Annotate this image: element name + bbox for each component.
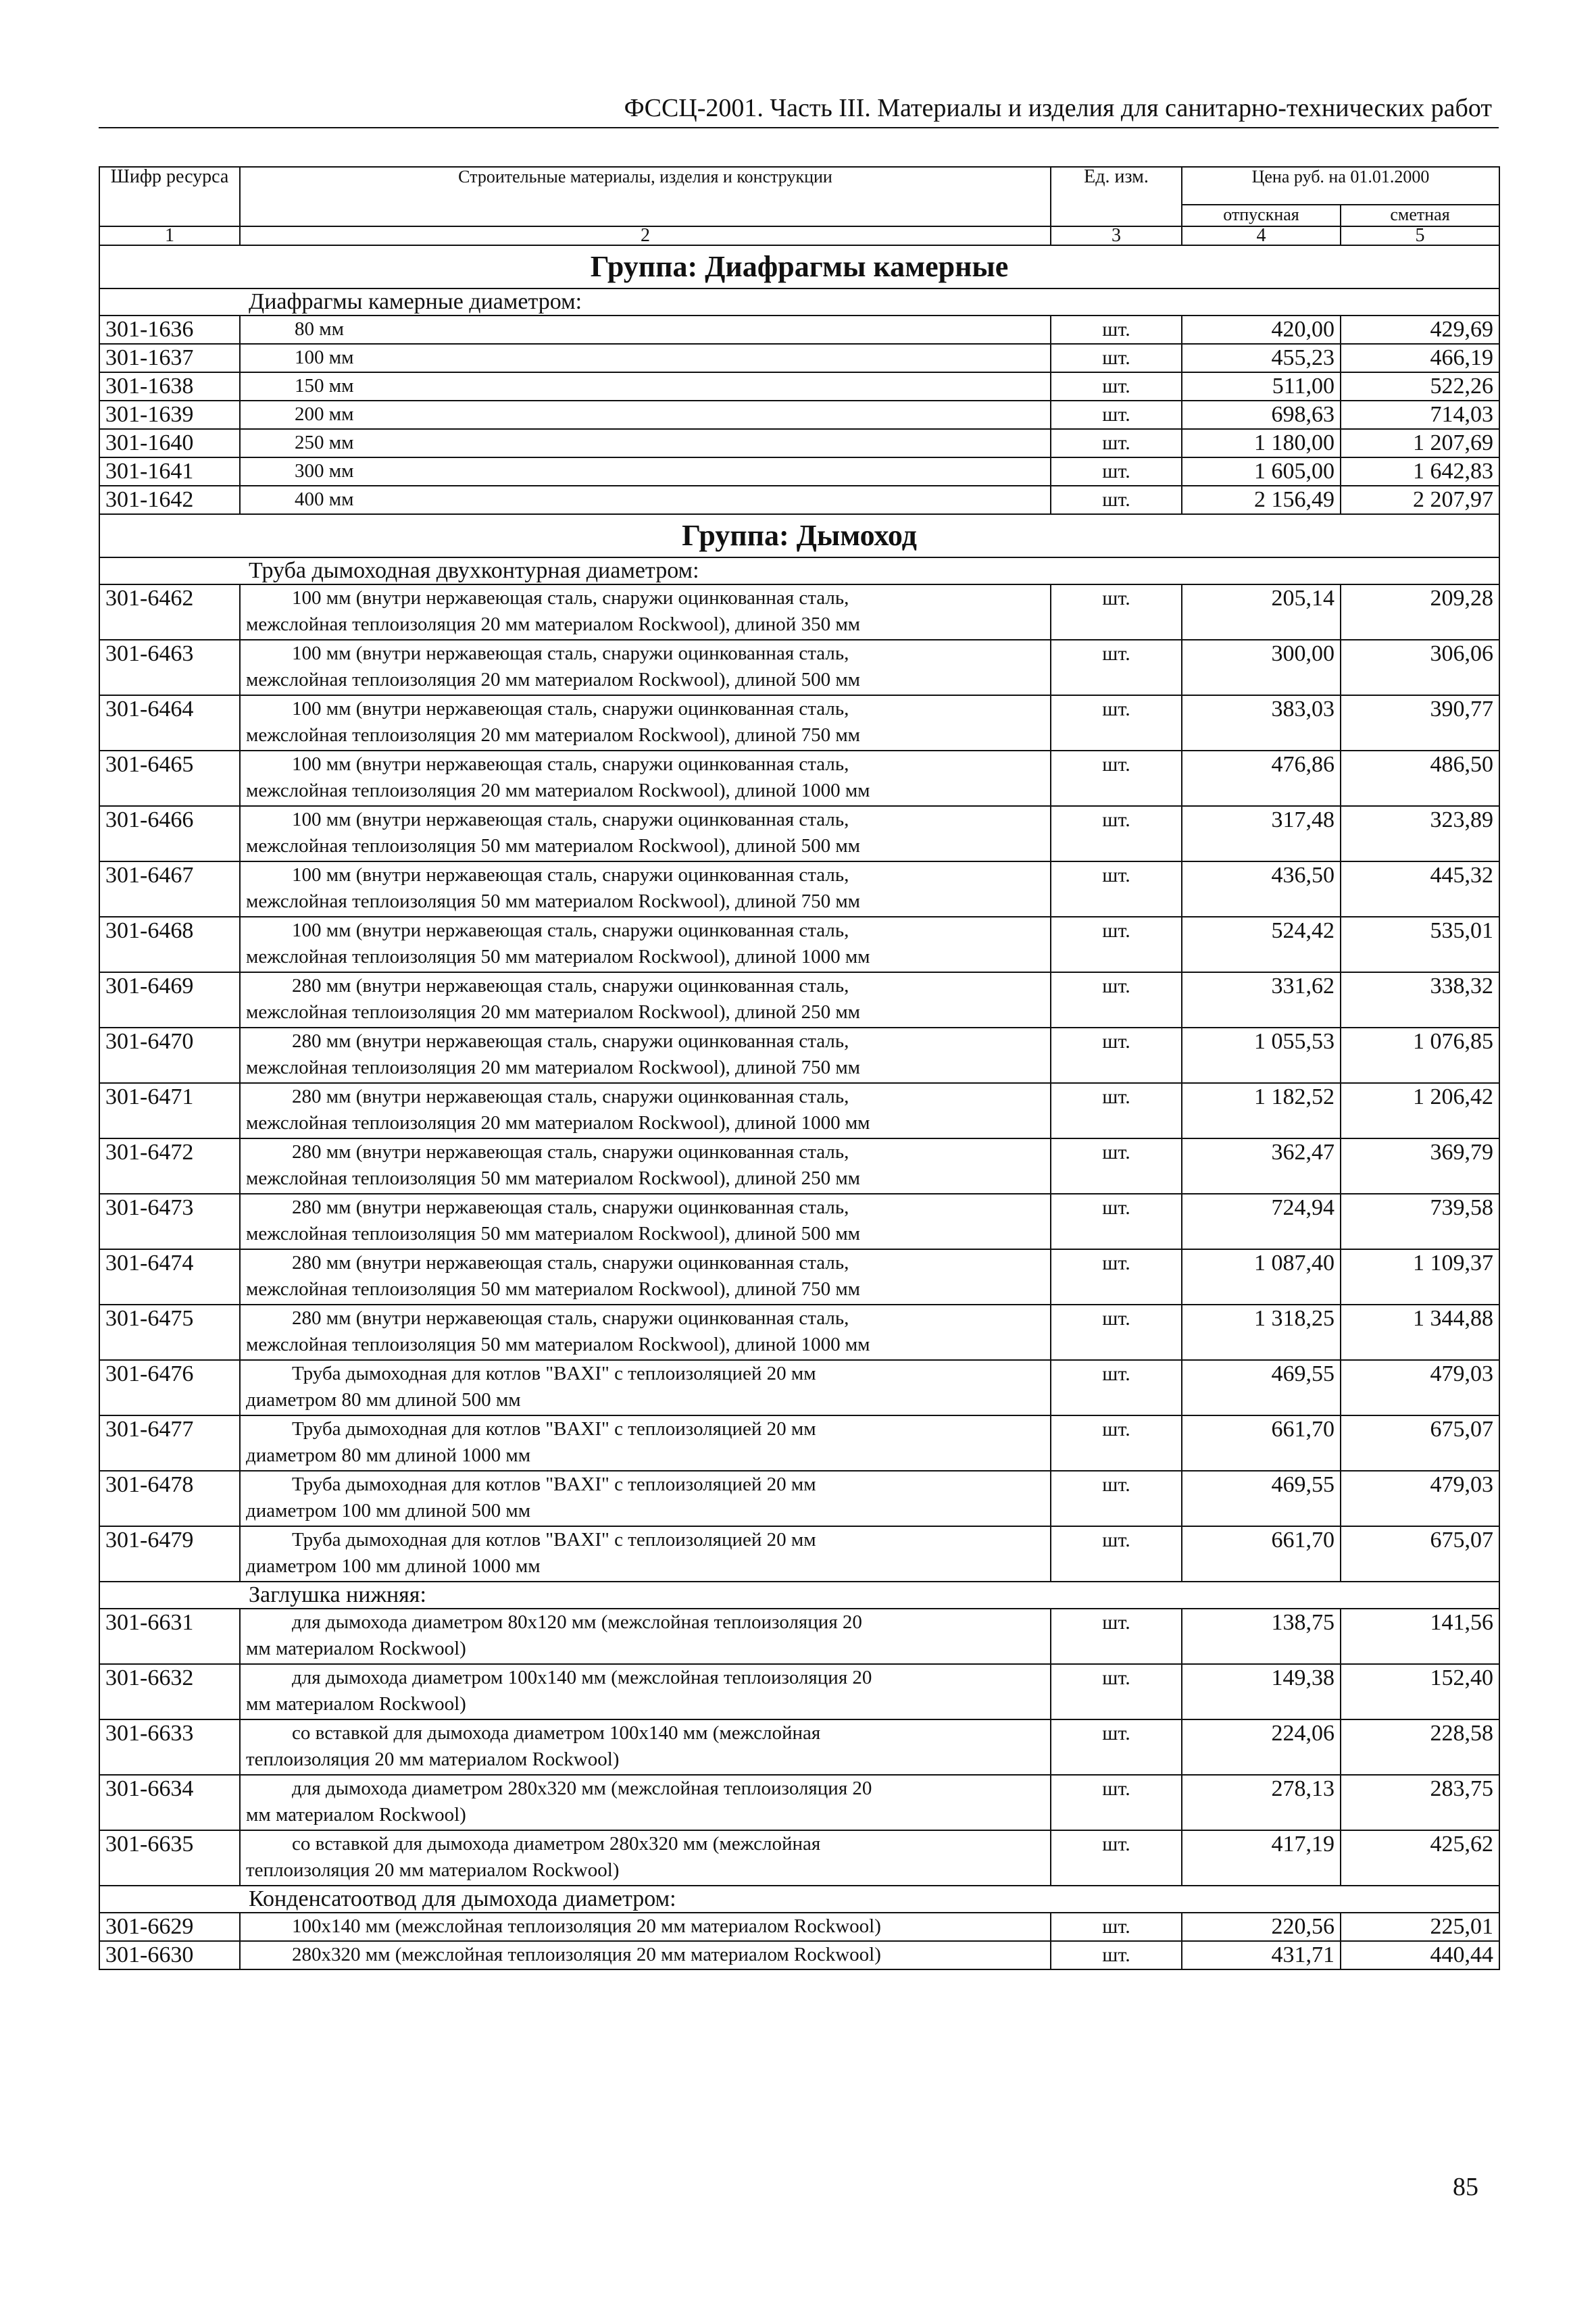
material-name-line1: 280 мм (внутри нержавеющая сталь, снаружи оцинкованная сталь, xyxy=(292,1197,849,1218)
material-name-line1: 100 мм (внутри нержавеющая сталь, снаружи оцинкованная сталь, xyxy=(292,920,849,941)
table-row xyxy=(99,695,1499,751)
retail-price: 383,03 xyxy=(1182,695,1341,751)
table-row xyxy=(99,1526,1499,1582)
estimate-price: 1 109,37 xyxy=(1341,1249,1499,1305)
document-title: ФССЦ-2001. Часть III. Материалы и изделия для санитарно-технических работ xyxy=(624,94,1492,122)
material-name-line1: для дымохода диаметром 80х120 мм (межслойная теплоизоляция 20 xyxy=(292,1611,862,1633)
material-name-line1: Труба дымоходная для котлов "BAXI" с теплоизоляцией 20 мм xyxy=(292,1529,816,1551)
estimate-price: 283,75 xyxy=(1341,1775,1499,1830)
retail-price: 417,19 xyxy=(1182,1830,1341,1886)
material-name xyxy=(240,861,1051,917)
table-row xyxy=(99,1194,1499,1249)
resource-code: 301-6632 xyxy=(99,1664,240,1719)
table-row xyxy=(99,1941,1499,1969)
material-name-line2: теплоизоляция 20 мм материалом Rockwool) xyxy=(246,1749,620,1770)
material-name-line2: межслойная теплоизоляция 20 мм материалом Rockwool), длиной 250 мм xyxy=(246,1001,861,1023)
unit-cell: шт. xyxy=(1051,1526,1182,1582)
resource-code: 301-6467 xyxy=(99,861,240,917)
resource-code: 301-6471 xyxy=(99,1083,240,1138)
material-name-line1: 100 мм (внутри нержавеющая сталь, снаружи оцинкованная сталь, xyxy=(292,698,849,720)
material-name xyxy=(240,1941,1051,1969)
material-name xyxy=(240,751,1051,806)
col-index: 4 xyxy=(1182,226,1341,245)
unit-cell: шт. xyxy=(1051,861,1182,917)
unit-cell: шт. xyxy=(1051,1609,1182,1664)
subsection-row xyxy=(99,557,1499,584)
table-row xyxy=(99,344,1499,372)
unit-cell: шт. xyxy=(1051,806,1182,861)
material-name xyxy=(240,316,1051,344)
table-row xyxy=(99,1471,1499,1526)
retail-price: 511,00 xyxy=(1182,372,1341,401)
unit-cell: шт. xyxy=(1051,1415,1182,1471)
table-row xyxy=(99,917,1499,972)
material-name-line1: 100 мм (внутри нержавеющая сталь, снаружи оцинкованная сталь, xyxy=(292,809,849,830)
unit-cell: шт. xyxy=(1051,1471,1182,1526)
material-name xyxy=(240,1913,1051,1941)
unit-cell: шт. xyxy=(1051,1194,1182,1249)
material-name-line2: мм материалом Rockwool) xyxy=(246,1804,466,1826)
table-row xyxy=(99,401,1499,429)
resource-code: 301-1641 xyxy=(99,457,240,486)
resource-code: 301-6468 xyxy=(99,917,240,972)
material-name-text: 200 мм xyxy=(295,403,354,425)
material-name-line1: 100 мм (внутри нержавеющая сталь, снаружи оцинкованная сталь, xyxy=(292,864,849,886)
retail-price: 138,75 xyxy=(1182,1609,1341,1664)
material-name xyxy=(240,972,1051,1028)
material-name-line2: межслойная теплоизоляция 20 мм материалом Rockwool), длиной 750 мм xyxy=(246,1057,861,1078)
material-name xyxy=(240,1028,1051,1083)
subsection-title: Диафрагмы камерные диаметром: xyxy=(99,288,1499,316)
unit-cell: шт. xyxy=(1051,1830,1182,1886)
resource-code: 301-6464 xyxy=(99,695,240,751)
material-name xyxy=(240,1194,1051,1249)
material-name-line2: диаметром 100 мм длиной 500 мм xyxy=(246,1500,531,1521)
material-name-line1: 280 мм (внутри нержавеющая сталь, снаружи оцинкованная сталь, xyxy=(292,1030,849,1052)
estimate-price: 675,07 xyxy=(1341,1526,1499,1582)
retail-price: 698,63 xyxy=(1182,401,1341,429)
material-name xyxy=(240,1138,1051,1194)
retail-price: 455,23 xyxy=(1182,344,1341,372)
retail-price: 149,38 xyxy=(1182,1664,1341,1719)
retail-price: 224,06 xyxy=(1182,1719,1341,1775)
material-name-line1: Труба дымоходная для котлов "BAXI" с теплоизоляцией 20 мм xyxy=(292,1363,816,1384)
unit-cell: шт. xyxy=(1051,316,1182,344)
estimate-price: 714,03 xyxy=(1341,401,1499,429)
material-name xyxy=(240,1775,1051,1830)
estimate-price: 2 207,97 xyxy=(1341,486,1499,514)
table-row xyxy=(99,1830,1499,1886)
estimate-price: 306,06 xyxy=(1341,640,1499,695)
price-table xyxy=(99,166,1500,1970)
resource-code: 301-1637 xyxy=(99,344,240,372)
estimate-price: 228,58 xyxy=(1341,1719,1499,1775)
header-rule xyxy=(99,127,1499,128)
unit-cell: шт. xyxy=(1051,1249,1182,1305)
material-name-line1: для дымохода диаметром 280х320 мм (межслойная теплоизоляция 20 xyxy=(292,1778,872,1799)
material-name xyxy=(240,1249,1051,1305)
estimate-price: 152,40 xyxy=(1341,1664,1499,1719)
estimate-price: 338,32 xyxy=(1341,972,1499,1028)
col-header-retail: отпускная xyxy=(1182,205,1341,226)
material-name xyxy=(240,806,1051,861)
table-row xyxy=(99,861,1499,917)
subsection-row xyxy=(99,1886,1499,1913)
resource-code: 301-6466 xyxy=(99,806,240,861)
header-row xyxy=(99,167,1499,205)
estimate-price: 429,69 xyxy=(1341,316,1499,344)
table-row xyxy=(99,1609,1499,1664)
unit-cell: шт. xyxy=(1051,1775,1182,1830)
material-name xyxy=(240,640,1051,695)
unit-cell: шт. xyxy=(1051,1305,1182,1360)
group-heading: Группа: Дымоход xyxy=(99,514,1499,557)
retail-price: 278,13 xyxy=(1182,1775,1341,1830)
col-header-estimate: сметная xyxy=(1341,205,1499,226)
material-name-line1: 280 мм (внутри нержавеющая сталь, снаружи оцинкованная сталь, xyxy=(292,1307,849,1329)
table-row xyxy=(99,1664,1499,1719)
resource-code: 301-6478 xyxy=(99,1471,240,1526)
table-row xyxy=(99,806,1499,861)
unit-cell: шт. xyxy=(1051,751,1182,806)
table-row xyxy=(99,1249,1499,1305)
retail-price: 1 605,00 xyxy=(1182,457,1341,486)
retail-price: 436,50 xyxy=(1182,861,1341,917)
col-index: 1 xyxy=(99,226,240,245)
resource-code: 301-6633 xyxy=(99,1719,240,1775)
retail-price: 420,00 xyxy=(1182,316,1341,344)
resource-code: 301-1638 xyxy=(99,372,240,401)
material-name-line1: 100 мм (внутри нержавеющая сталь, снаружи оцинкованная сталь, xyxy=(292,643,849,664)
page-header xyxy=(99,93,1499,128)
unit-cell: шт. xyxy=(1051,1028,1182,1083)
table-row xyxy=(99,1415,1499,1471)
material-name-line2: мм материалом Rockwool) xyxy=(246,1693,466,1715)
unit-cell: шт. xyxy=(1051,1138,1182,1194)
table-row xyxy=(99,1305,1499,1360)
resource-code: 301-6629 xyxy=(99,1913,240,1941)
material-name-text: 150 мм xyxy=(295,375,354,397)
estimate-price: 440,44 xyxy=(1341,1941,1499,1969)
material-name xyxy=(240,584,1051,640)
material-name-text: 80 мм xyxy=(295,318,344,340)
retail-price: 724,94 xyxy=(1182,1194,1341,1249)
resource-code: 301-1636 xyxy=(99,316,240,344)
resource-code: 301-1639 xyxy=(99,401,240,429)
unit-cell: шт. xyxy=(1051,429,1182,457)
retail-price: 1 182,52 xyxy=(1182,1083,1341,1138)
material-name-line2: диаметром 80 мм длиной 1000 мм xyxy=(246,1444,531,1466)
unit-cell: шт. xyxy=(1051,457,1182,486)
unit-cell: шт. xyxy=(1051,1719,1182,1775)
material-name xyxy=(240,486,1051,514)
col-index: 2 xyxy=(240,226,1051,245)
unit-cell: шт. xyxy=(1051,401,1182,429)
table-row xyxy=(99,1138,1499,1194)
unit-cell: шт. xyxy=(1051,486,1182,514)
col-index: 5 xyxy=(1341,226,1499,245)
table-row xyxy=(99,457,1499,486)
material-name-text: 400 мм xyxy=(295,488,354,510)
col-header-unit: Ед. изм. xyxy=(1051,167,1182,226)
subsection-title: Конденсатоотвод для дымохода диаметром: xyxy=(99,1886,1499,1913)
resource-code: 301-6635 xyxy=(99,1830,240,1886)
retail-price: 1 087,40 xyxy=(1182,1249,1341,1305)
estimate-price: 445,32 xyxy=(1341,861,1499,917)
material-name xyxy=(240,1526,1051,1582)
resource-code: 301-6473 xyxy=(99,1194,240,1249)
unit-cell: шт. xyxy=(1051,917,1182,972)
material-name-line1: Труба дымоходная для котлов "BAXI" с теплоизоляцией 20 мм xyxy=(292,1474,816,1495)
subsection-row xyxy=(99,1582,1499,1609)
material-name-line1: 280 мм (внутри нержавеющая сталь, снаружи оцинкованная сталь, xyxy=(292,1141,849,1163)
group-heading-row xyxy=(99,514,1499,557)
material-name xyxy=(240,1083,1051,1138)
unit-cell: шт. xyxy=(1051,972,1182,1028)
material-name-line2: межслойная теплоизоляция 20 мм материалом Rockwool), длиной 1000 мм xyxy=(246,780,870,801)
material-name-line2: межслойная теплоизоляция 50 мм материалом Rockwool), длиной 250 мм xyxy=(246,1167,861,1189)
estimate-price: 535,01 xyxy=(1341,917,1499,972)
estimate-price: 522,26 xyxy=(1341,372,1499,401)
material-name xyxy=(240,1719,1051,1775)
table-row xyxy=(99,640,1499,695)
resource-code: 301-6470 xyxy=(99,1028,240,1083)
table-row xyxy=(99,584,1499,640)
resource-code: 301-6465 xyxy=(99,751,240,806)
material-name-line1: 280 мм (внутри нержавеющая сталь, снаружи оцинкованная сталь, xyxy=(292,1252,849,1274)
estimate-price: 323,89 xyxy=(1341,806,1499,861)
material-name-line1: со вставкой для дымохода диаметром 280х320 мм (межслойная xyxy=(292,1833,821,1855)
material-name-line1: 280 мм (внутри нержавеющая сталь, снаружи оцинкованная сталь, xyxy=(292,1086,849,1107)
unit-cell: шт. xyxy=(1051,372,1182,401)
unit-cell: шт. xyxy=(1051,1913,1182,1941)
estimate-price: 225,01 xyxy=(1341,1913,1499,1941)
material-name-text: 100х140 мм (межслойная теплоизоляция 20 мм материалом Rockwool) xyxy=(292,1915,881,1937)
table-row xyxy=(99,486,1499,514)
retail-price: 661,70 xyxy=(1182,1526,1341,1582)
unit-cell: шт. xyxy=(1051,344,1182,372)
material-name-line1: для дымохода диаметром 100х140 мм (межслойная теплоизоляция 20 xyxy=(292,1667,872,1688)
unit-cell: шт. xyxy=(1051,1083,1182,1138)
resource-code: 301-6630 xyxy=(99,1941,240,1969)
material-name-line2: межслойная теплоизоляция 50 мм материалом Rockwool), длиной 750 мм xyxy=(246,890,861,912)
estimate-price: 466,19 xyxy=(1341,344,1499,372)
material-name-line2: диаметром 100 мм длиной 1000 мм xyxy=(246,1555,541,1577)
resource-code: 301-6463 xyxy=(99,640,240,695)
subsection-title: Труба дымоходная двухконтурная диаметром: xyxy=(99,557,1499,584)
unit-cell: шт. xyxy=(1051,1360,1182,1415)
material-name xyxy=(240,1415,1051,1471)
table-row xyxy=(99,1719,1499,1775)
unit-cell: шт. xyxy=(1051,640,1182,695)
material-name-line2: межслойная теплоизоляция 50 мм материалом Rockwool), длиной 750 мм xyxy=(246,1278,861,1300)
table-row xyxy=(99,1913,1499,1941)
estimate-price: 1 207,69 xyxy=(1341,429,1499,457)
material-name xyxy=(240,1471,1051,1526)
col-header-code: Шифр ресурса xyxy=(99,167,240,226)
estimate-price: 425,62 xyxy=(1341,1830,1499,1886)
subsection-row xyxy=(99,288,1499,316)
resource-code: 301-6462 xyxy=(99,584,240,640)
resource-code: 301-6477 xyxy=(99,1415,240,1471)
retail-price: 205,14 xyxy=(1182,584,1341,640)
material-name-line2: межслойная теплоизоляция 50 мм материалом Rockwool), длиной 500 мм xyxy=(246,1223,861,1244)
retail-price: 469,55 xyxy=(1182,1360,1341,1415)
material-name-text: 100 мм xyxy=(295,347,354,368)
estimate-price: 141,56 xyxy=(1341,1609,1499,1664)
table-row xyxy=(99,972,1499,1028)
estimate-price: 1 642,83 xyxy=(1341,457,1499,486)
resource-code: 301-6476 xyxy=(99,1360,240,1415)
material-name-line2: межслойная теплоизоляция 50 мм материалом Rockwool), длиной 1000 мм xyxy=(246,1334,870,1355)
material-name-line2: межслойная теплоизоляция 20 мм материалом Rockwool), длиной 500 мм xyxy=(246,669,861,690)
retail-price: 300,00 xyxy=(1182,640,1341,695)
resource-code: 301-6634 xyxy=(99,1775,240,1830)
table-row xyxy=(99,1083,1499,1138)
material-name-line2: межслойная теплоизоляция 20 мм материалом Rockwool), длиной 350 мм xyxy=(246,613,861,635)
material-name-text: 250 мм xyxy=(295,432,354,453)
group-heading: Группа: Диафрагмы камерные xyxy=(99,245,1499,288)
retail-price: 317,48 xyxy=(1182,806,1341,861)
unit-cell: шт. xyxy=(1051,1941,1182,1969)
material-name xyxy=(240,1830,1051,1886)
table-row xyxy=(99,316,1499,344)
column-index-row xyxy=(99,226,1499,245)
retail-price: 476,86 xyxy=(1182,751,1341,806)
retail-price: 469,55 xyxy=(1182,1471,1341,1526)
material-name-line1: 100 мм (внутри нержавеющая сталь, снаружи оцинкованная сталь, xyxy=(292,753,849,775)
page-number: 85 xyxy=(1453,2173,1478,2201)
resource-code: 301-6472 xyxy=(99,1138,240,1194)
group-heading-row xyxy=(99,245,1499,288)
material-name xyxy=(240,429,1051,457)
material-name xyxy=(240,1360,1051,1415)
estimate-price: 675,07 xyxy=(1341,1415,1499,1471)
col-index: 3 xyxy=(1051,226,1182,245)
material-name-line2: теплоизоляция 20 мм материалом Rockwool) xyxy=(246,1859,620,1881)
resource-code: 301-1642 xyxy=(99,486,240,514)
material-name-line1: 280 мм (внутри нержавеющая сталь, снаружи оцинкованная сталь, xyxy=(292,975,849,997)
resource-code: 301-6475 xyxy=(99,1305,240,1360)
material-name xyxy=(240,1664,1051,1719)
material-name xyxy=(240,917,1051,972)
material-name xyxy=(240,344,1051,372)
estimate-price: 1 076,85 xyxy=(1341,1028,1499,1083)
material-name-line2: диаметром 80 мм длиной 500 мм xyxy=(246,1389,521,1411)
resource-code: 301-6479 xyxy=(99,1526,240,1582)
resource-code: 301-1640 xyxy=(99,429,240,457)
table-row xyxy=(99,751,1499,806)
table-row xyxy=(99,429,1499,457)
estimate-price: 486,50 xyxy=(1341,751,1499,806)
table-row xyxy=(99,372,1499,401)
subsection-title: Заглушка нижняя: xyxy=(99,1582,1499,1609)
material-name-line2: межслойная теплоизоляция 50 мм материалом Rockwool), длиной 1000 мм xyxy=(246,946,870,967)
col-header-name: Строительные материалы, изделия и конструкции xyxy=(240,167,1051,226)
material-name xyxy=(240,1609,1051,1664)
table-row xyxy=(99,1360,1499,1415)
retail-price: 431,71 xyxy=(1182,1941,1341,1969)
material-name-line2: мм материалом Rockwool) xyxy=(246,1638,466,1659)
estimate-price: 1 206,42 xyxy=(1341,1083,1499,1138)
unit-cell: шт. xyxy=(1051,1664,1182,1719)
unit-cell: шт. xyxy=(1051,584,1182,640)
estimate-price: 369,79 xyxy=(1341,1138,1499,1194)
estimate-price: 479,03 xyxy=(1341,1471,1499,1526)
material-name-text: 280х320 мм (межслойная теплоизоляция 20 мм материалом Rockwool) xyxy=(292,1944,881,1965)
retail-price: 1 318,25 xyxy=(1182,1305,1341,1360)
table-row xyxy=(99,1028,1499,1083)
retail-price: 331,62 xyxy=(1182,972,1341,1028)
estimate-price: 1 344,88 xyxy=(1341,1305,1499,1360)
estimate-price: 209,28 xyxy=(1341,584,1499,640)
retail-price: 362,47 xyxy=(1182,1138,1341,1194)
retail-price: 524,42 xyxy=(1182,917,1341,972)
material-name-line2: межслойная теплоизоляция 20 мм материалом Rockwool), длиной 750 мм xyxy=(246,724,861,746)
material-name xyxy=(240,401,1051,429)
material-name-line1: 100 мм (внутри нержавеющая сталь, снаружи оцинкованная сталь, xyxy=(292,587,849,609)
material-name xyxy=(240,372,1051,401)
estimate-price: 739,58 xyxy=(1341,1194,1499,1249)
resource-code: 301-6469 xyxy=(99,972,240,1028)
material-name-line1: со вставкой для дымохода диаметром 100х140 мм (межслойная xyxy=(292,1722,821,1744)
retail-price: 2 156,49 xyxy=(1182,486,1341,514)
material-name xyxy=(240,695,1051,751)
material-name-text: 300 мм xyxy=(295,460,354,482)
retail-price: 661,70 xyxy=(1182,1415,1341,1471)
material-name-line2: межслойная теплоизоляция 20 мм материалом Rockwool), длиной 1000 мм xyxy=(246,1112,870,1134)
retail-price: 220,56 xyxy=(1182,1913,1341,1941)
estimate-price: 479,03 xyxy=(1341,1360,1499,1415)
estimate-price: 390,77 xyxy=(1341,695,1499,751)
resource-code: 301-6474 xyxy=(99,1249,240,1305)
table-row xyxy=(99,1775,1499,1830)
retail-price: 1 055,53 xyxy=(1182,1028,1341,1083)
material-name xyxy=(240,1305,1051,1360)
resource-code: 301-6631 xyxy=(99,1609,240,1664)
unit-cell: шт. xyxy=(1051,695,1182,751)
material-name-line2: межслойная теплоизоляция 50 мм материалом Rockwool), длиной 500 мм xyxy=(246,835,861,857)
retail-price: 1 180,00 xyxy=(1182,429,1341,457)
col-header-price: Цена руб. на 01.01.2000 xyxy=(1182,167,1499,205)
material-name xyxy=(240,457,1051,486)
material-name-line1: Труба дымоходная для котлов "BAXI" с теплоизоляцией 20 мм xyxy=(292,1418,816,1440)
